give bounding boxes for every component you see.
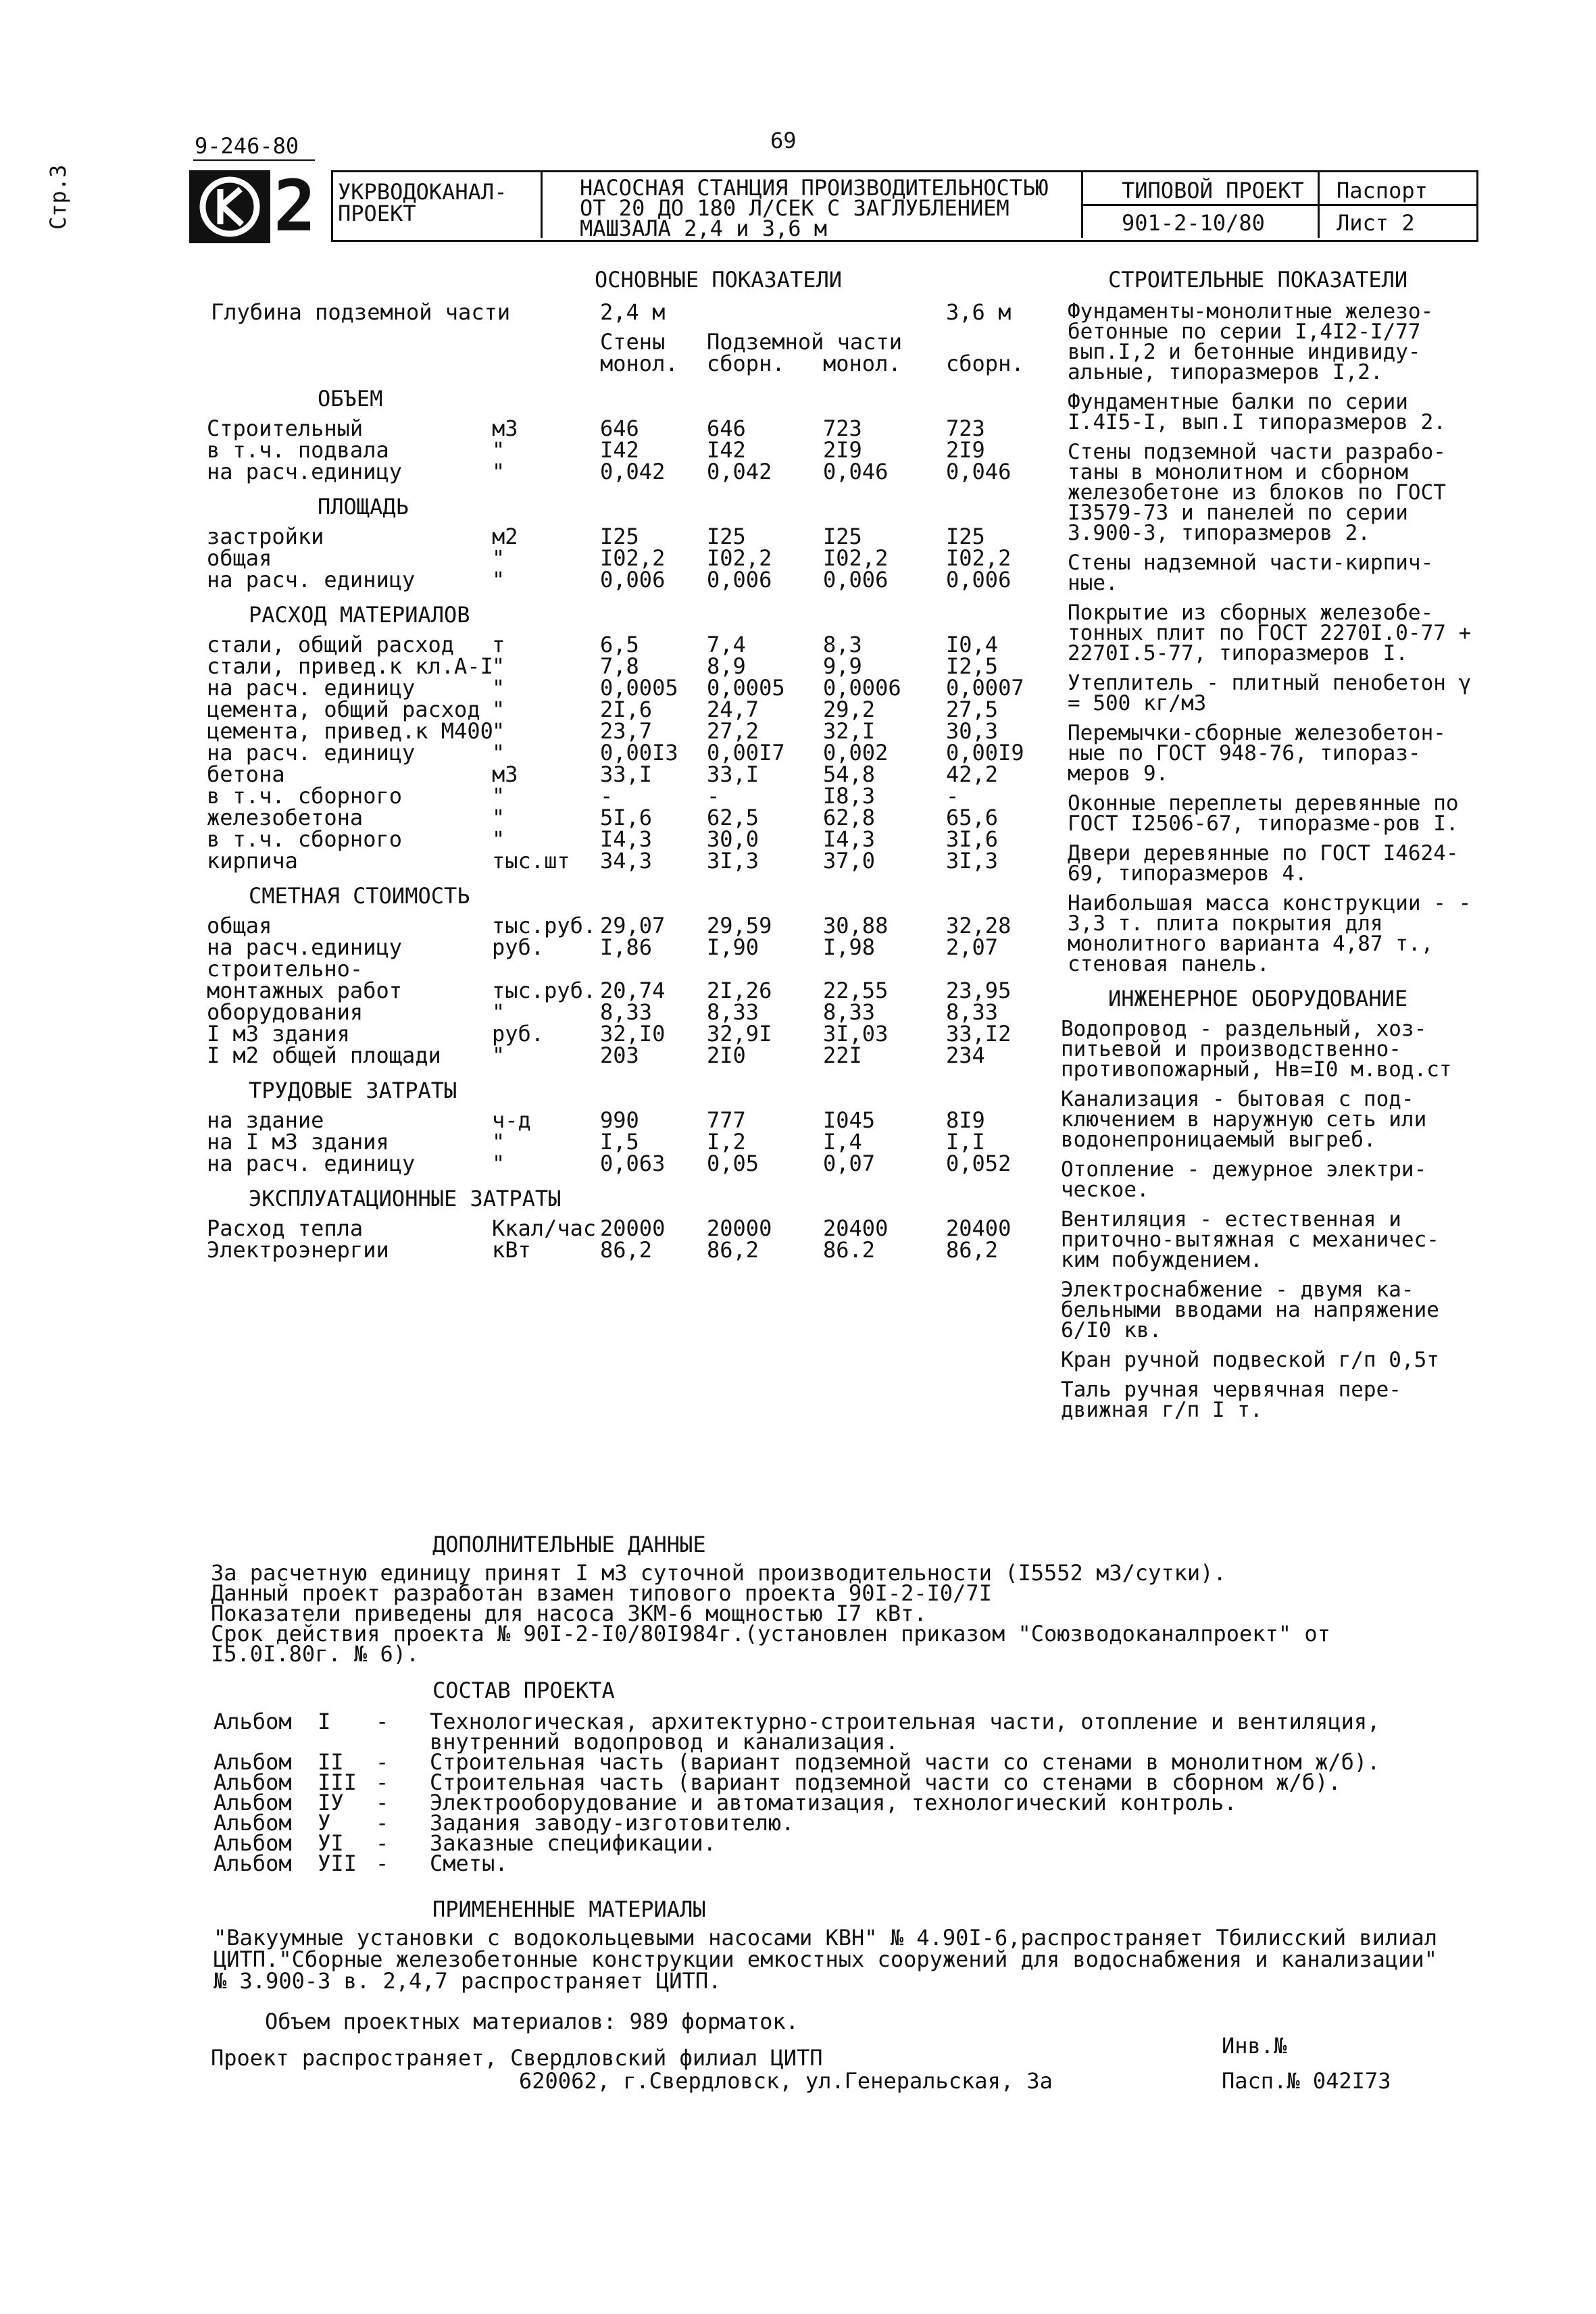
- construction-item: Стены надземной части-кирпич-ные.: [1068, 551, 1434, 595]
- side-page-label: Стр.3: [45, 164, 71, 230]
- row-label: на расч. единицу: [207, 675, 416, 701]
- row-value: I,98: [823, 934, 876, 960]
- construction-item: Двери деревянные по ГОСТ I4624-69, типоразмеров 4.: [1068, 841, 1459, 886]
- album-name: Альбом У: [214, 1810, 331, 1836]
- row-unit: ": [492, 437, 505, 463]
- depth-36: 3,6 м: [946, 299, 1012, 325]
- row-value: 29,59: [707, 913, 772, 938]
- row-value: I42: [600, 437, 639, 463]
- logo-mark: [189, 170, 270, 243]
- row-unit: ": [492, 567, 505, 593]
- row-label: в т.ч. сборного: [207, 783, 402, 809]
- composition-title: СОСТАВ ПРОЕКТА: [432, 1678, 615, 1703]
- row-value: I25: [600, 524, 639, 549]
- row-unit: т: [492, 632, 505, 657]
- project-title-3: МАШЗАЛА 2,4 и 3,6 м: [580, 216, 828, 241]
- row-unit: ": [492, 740, 505, 765]
- row-value: 0,042: [600, 459, 666, 484]
- construction-item: Фундаментные балки по серии I.4I5-I, вып.I типоразмеров 2.: [1068, 390, 1446, 434]
- row-value: 0,00I7: [707, 740, 785, 765]
- row-label: I м2 общей площади: [207, 1042, 441, 1068]
- row-label: бетона: [207, 761, 285, 787]
- row-value: 0,0006: [823, 675, 901, 701]
- album-dash: -: [376, 1769, 389, 1795]
- row-unit: тыс.шт: [492, 848, 570, 874]
- row-label: застройки: [207, 524, 324, 549]
- row-label: Электроэнергии: [207, 1237, 389, 1263]
- row-value: 86,2: [946, 1237, 999, 1263]
- row-value: 20,74: [600, 978, 666, 1003]
- row-value: 8,9: [707, 653, 746, 679]
- row-value: -: [946, 783, 959, 809]
- applied-line: № 3.900-3 в. 2,4,7 распространяет ЦИТП.: [214, 1968, 722, 1994]
- row-label: в т.ч. сборного: [207, 826, 402, 852]
- row-value: 27,2: [707, 718, 759, 744]
- construction-item: Наибольшая масса конструкции - - 3,3 т. плита покрытия для монолитного варианта 4,87 т., стеновая панель.: [1068, 891, 1484, 976]
- row-unit: ": [492, 783, 505, 809]
- depth-24: 2,4 м: [600, 299, 666, 325]
- row-value: I,90: [707, 934, 759, 960]
- row-label: Расход тепла: [207, 1215, 364, 1241]
- passport-label: Паспорт: [1337, 178, 1428, 203]
- row-value: I2,5: [946, 653, 999, 679]
- code-underline: [193, 159, 315, 161]
- row-value: I4,3: [823, 826, 876, 852]
- section-title-4: ТРУДОВЫЕ ЗАТРАТЫ: [249, 1078, 457, 1103]
- row-label: на расч. единицу: [207, 567, 416, 593]
- row-value: 0,006: [600, 567, 666, 593]
- row-value: I4,3: [600, 826, 653, 852]
- additional-line: Показатели приведены для насоса ЗКМ-6 мощностью I7 кВт.: [211, 1601, 927, 1626]
- row-label: на расч. единицу: [207, 1151, 416, 1176]
- row-label: общая: [207, 913, 272, 938]
- row-value: I,2: [707, 1129, 746, 1155]
- row-value: 2I0: [707, 1042, 746, 1068]
- row-value: I42: [707, 437, 746, 463]
- main-indicators-title: ОСНОВНЫЕ ПОКАЗАТЕЛИ: [595, 267, 843, 293]
- section-title-2: РАСХОД МАТЕРИАЛОВ: [249, 602, 470, 628]
- row-value: 646: [600, 416, 639, 441]
- row-value: 8,33: [707, 999, 759, 1025]
- row-value: 86,2: [707, 1237, 759, 1263]
- row-unit: руб.: [492, 1021, 545, 1047]
- row-value: 42,2: [946, 761, 999, 787]
- row-value: 723: [823, 416, 862, 441]
- section-title-5: ЭКСПЛУАТАЦИОННЫЕ ЗАТРАТЫ: [249, 1186, 562, 1211]
- type-project-label: ТИПОВОЙ ПРОЕКТ: [1122, 178, 1304, 203]
- col-head-3: монол.: [823, 351, 901, 376]
- org-name-1: УКРВОДОКАНАЛ-: [338, 179, 507, 205]
- row-value: I0,4: [946, 632, 999, 657]
- engineering-item: Канализация - бытовая с под-ключением в наружную сеть или водонепроницаемый выгреб.: [1061, 1087, 1439, 1152]
- section-title-1: ПЛОЩАДЬ: [318, 494, 409, 520]
- album-description: Сметы.: [430, 1851, 508, 1876]
- row-value: 32,28: [946, 913, 1012, 938]
- row-unit: ": [492, 459, 505, 484]
- engineering-item: Электроснабжение - двумя ка-бельными вводами на напряжение 6/I0 кв.: [1061, 1278, 1452, 1342]
- construction-item: Перемычки-сборные железобетон-ные по ГОСТ 948-76, типораз-меров 9.: [1068, 721, 1446, 786]
- construction-title: СТРОИТЕЛЬНЫЕ ПОКАЗАТЕЛИ: [1108, 267, 1408, 293]
- row-unit: ": [492, 1151, 505, 1176]
- row-value: 0,002: [823, 740, 889, 765]
- row-value: 646: [707, 416, 746, 441]
- row-unit: м2: [492, 524, 518, 549]
- row-value: 86.2: [823, 1237, 876, 1263]
- row-value: I,I: [946, 1129, 985, 1155]
- row-value: 20400: [823, 1215, 889, 1241]
- row-value: 0,05: [707, 1151, 759, 1176]
- row-unit: ": [492, 1042, 505, 1068]
- row-value: 203: [600, 1042, 639, 1068]
- row-value: 2I9: [823, 437, 862, 463]
- row-value: 30,88: [823, 913, 889, 938]
- construction-item: Оконные переплеты деревянные по ГОСТ I2506-67, типоразме-ров I.: [1068, 791, 1472, 836]
- row-label: в т.ч. подвала: [207, 437, 389, 463]
- row-value: -: [707, 783, 720, 809]
- depth-label: Глубина подземной части: [211, 299, 511, 325]
- row-value: 0,07: [823, 1151, 876, 1176]
- logo-icon: [189, 170, 270, 243]
- row-unit: ": [492, 805, 505, 830]
- album-name: Альбом УI: [214, 1830, 344, 1856]
- title-hline: [1081, 204, 1476, 206]
- row-unit: ": [492, 675, 505, 701]
- row-label: I м3 здания: [207, 1021, 350, 1047]
- row-unit: тыс.руб.: [492, 913, 597, 938]
- project-title-2: ОТ 20 ДО 180 Л/СЕК С ЗАГЛУБЛЕНИЕМ: [580, 195, 1009, 221]
- row-value: 3I,6: [946, 826, 999, 852]
- row-value: 32,I: [823, 718, 876, 744]
- row-value: 32,9I: [707, 1021, 772, 1047]
- row-value: 2I,6: [600, 697, 653, 722]
- row-label: цемента, общий расход: [207, 697, 480, 722]
- row-value: 0,006: [707, 567, 772, 593]
- row-label: цемента, привед.к М400: [207, 718, 493, 744]
- row-value: 0,0007: [946, 675, 1024, 701]
- row-unit: ": [492, 826, 505, 852]
- row-value: 2,07: [946, 934, 999, 960]
- row-value: 0,063: [600, 1151, 666, 1176]
- title-divider-1: [541, 170, 543, 238]
- row-value: 0,046: [946, 459, 1012, 484]
- row-value: -: [600, 783, 614, 809]
- inventory-label: Инв.№: [1222, 2033, 1287, 2059]
- row-value: 30,3: [946, 718, 999, 744]
- album-name: Альбом IУ: [214, 1790, 344, 1815]
- row-value: 23,7: [600, 718, 653, 744]
- row-value: 34,3: [600, 848, 653, 874]
- row-value: 234: [946, 1042, 985, 1068]
- row-label: кирпича: [207, 848, 298, 874]
- construction-item: Покрытие из сборных железобе-тонных плит по ГОСТ 2270I.0-77 + 2270I.5-77, типоразмеров I.: [1068, 601, 1484, 665]
- project-number: 901-2-10/80: [1122, 210, 1265, 236]
- row-value: 2I,26: [707, 978, 772, 1003]
- row-value: I02,2: [823, 545, 889, 571]
- row-label: на расч. единицу: [207, 740, 416, 765]
- construction-item: Утеплитель - плитный пенобетон γ = 500 кг/м3: [1068, 671, 1484, 715]
- row-value: 3I,3: [707, 848, 759, 874]
- row-value: 0,00I3: [600, 740, 678, 765]
- row-label: стали, общий расход: [207, 632, 455, 657]
- row-unit: м3: [492, 761, 518, 787]
- row-value: 54,8: [823, 761, 876, 787]
- row-value: 9,9: [823, 653, 862, 679]
- org-name-2: ПРОЕКТ: [338, 201, 416, 226]
- applied-line: ЦИТП."Сборные железобетонные конструкции емкостных сооружений для водоснабжения и канализации": [214, 1946, 1437, 1972]
- row-value: 29,2: [823, 697, 876, 722]
- row-value: 62,8: [823, 805, 876, 830]
- row-value: 24,7: [707, 697, 759, 722]
- row-value: I25: [946, 524, 985, 549]
- row-value: I25: [707, 524, 746, 549]
- row-value: I,4: [823, 1129, 862, 1155]
- row-unit: ": [492, 653, 505, 679]
- engineering-item: Таль ручная червячная пере-движная г/п I т.: [1061, 1378, 1401, 1422]
- row-value: I25: [823, 524, 862, 549]
- row-unit: ": [492, 545, 505, 571]
- row-value: 8,33: [600, 999, 653, 1025]
- applied-title: ПРИМЕНЕННЫЕ МАТЕРИАЛЫ: [432, 1896, 706, 1922]
- col-head-4: сборн.: [946, 351, 1024, 376]
- row-value: 8,33: [823, 999, 876, 1025]
- row-value: 23,95: [946, 978, 1012, 1003]
- album-description: Электрооборудование и автоматизация, технологический контроль.: [430, 1790, 1237, 1815]
- walls-label: Стены: [600, 329, 666, 355]
- row-label: строительно-: [207, 956, 364, 982]
- row-value: 0,052: [946, 1151, 1012, 1176]
- row-value: 33,I: [600, 761, 653, 787]
- row-value: 0,00I9: [946, 740, 1024, 765]
- row-value: 0,0005: [707, 675, 785, 701]
- row-value: 86,2: [600, 1237, 653, 1263]
- album-description: Строительная часть (вариант подземной части со стенами в монолитном ж/б).: [430, 1749, 1380, 1775]
- document-code: 9-246-80: [195, 133, 299, 159]
- engineering-item: Водопровод - раздельный, хоз-питьевой и производственно-противопожарный, Нв=I0 м.вод.ст: [1061, 1017, 1452, 1082]
- row-value: 2I9: [946, 437, 985, 463]
- row-value: 8,3: [823, 632, 862, 657]
- row-value: 7,4: [707, 632, 746, 657]
- album-dash: -: [376, 1709, 389, 1734]
- row-value: 8I9: [946, 1107, 985, 1133]
- additional-line: I5.0I.80г. № 6).: [211, 1641, 420, 1667]
- row-value: I02,2: [946, 545, 1012, 571]
- row-unit: тыс.руб.: [492, 978, 597, 1003]
- row-label: монтажных работ: [207, 978, 402, 1003]
- row-unit: ": [492, 1129, 505, 1155]
- additional-title: ДОПОЛНИТЕЛЬНЫЕ ДАННЫЕ: [432, 1532, 706, 1557]
- album-description: Заказные спецификации.: [430, 1830, 716, 1856]
- row-value: 8,33: [946, 999, 999, 1025]
- section-title-0: ОБЪЕМ: [318, 386, 383, 411]
- album-name: Альбом III: [214, 1769, 357, 1795]
- row-label: Строительный: [207, 416, 364, 441]
- row-value: 29,07: [600, 913, 666, 938]
- engineering-item: Вентиляция - естественная и приточно-вытяжная с механичес-ким побуждением.: [1061, 1207, 1439, 1272]
- additional-line: Данный проект разработан взамен типового проекта 90I-2-I0/7I: [211, 1580, 992, 1606]
- row-value: I8,3: [823, 783, 876, 809]
- additional-line: За расчетную единицу принят I м3 суточной производительности (I5552 м3/сутки).: [211, 1560, 1226, 1586]
- album-dash: -: [376, 1851, 389, 1876]
- row-label: железобетона: [207, 805, 364, 830]
- row-value: 5I,6: [600, 805, 653, 830]
- row-value: 62,5: [707, 805, 759, 830]
- row-value: 0,006: [946, 567, 1012, 593]
- row-value: I02,2: [707, 545, 772, 571]
- row-value: 0,042: [707, 459, 772, 484]
- section-title-3: СМЕТНАЯ СТОИМОСТЬ: [249, 883, 470, 909]
- row-value: 6,5: [600, 632, 639, 657]
- row-unit: м3: [492, 416, 518, 441]
- row-value: 777: [707, 1107, 746, 1133]
- album-description: Строительная часть (вариант подземной части со стенами в сборном ж/б).: [430, 1769, 1341, 1795]
- row-unit: ч-д: [492, 1107, 531, 1133]
- row-value: 32,I0: [600, 1021, 666, 1047]
- album-name: Альбом I: [214, 1709, 331, 1734]
- row-unit: ": [492, 718, 505, 744]
- row-value: 20000: [600, 1215, 666, 1241]
- row-value: I,86: [600, 934, 653, 960]
- album-dash: -: [376, 1790, 389, 1815]
- row-value: 37,0: [823, 848, 876, 874]
- row-unit: ": [492, 697, 505, 722]
- row-value: I,5: [600, 1129, 639, 1155]
- album-dash: -: [376, 1749, 389, 1775]
- row-value: 20000: [707, 1215, 772, 1241]
- volume-text: Объем проектных материалов: 989 форматок.: [265, 2009, 799, 2034]
- album-dash: -: [376, 1810, 389, 1836]
- logo-number: 2: [274, 165, 316, 247]
- row-label: оборудования: [207, 999, 364, 1025]
- row-label: на I м3 здания: [207, 1129, 389, 1155]
- row-unit: кВт: [492, 1237, 531, 1263]
- row-value: 3I,03: [823, 1021, 889, 1047]
- row-value: 27,5: [946, 697, 999, 722]
- row-unit: руб.: [492, 934, 545, 960]
- row-value: 22,55: [823, 978, 889, 1003]
- row-label: на расч.единицу: [207, 459, 402, 484]
- construction-item: Стены подземной части разрабо-таны в монолитном и сборном железобетоне из блоков по ГОСТ I3579-73 и панелей по серии 3.900-3, типоразмеров 2.: [1068, 440, 1459, 545]
- row-label: на расч.единицу: [207, 934, 402, 960]
- row-value: 0,006: [823, 567, 889, 593]
- row-label: стали, привед.к кл.А-I: [207, 653, 493, 679]
- construction-item: Фундаменты-монолитные железо-бетонные по серии I,4I2-I/77 вып.I,2 и бетонные индивиду-альные, типоразмеров I,2.: [1068, 299, 1434, 384]
- row-value: 0,046: [823, 459, 889, 484]
- sheet-label: Лист 2: [1337, 210, 1415, 236]
- row-value: 33,I2: [946, 1021, 1012, 1047]
- row-value: 20400: [946, 1215, 1012, 1241]
- album-description: Задания заводу-изготовителю.: [430, 1810, 795, 1836]
- row-value: 22I: [823, 1042, 862, 1068]
- engineering-item: Кран ручной подвеской г/п 0,5т: [1061, 1348, 1439, 1372]
- row-value: 33,I: [707, 761, 759, 787]
- album-description: внутренний водопровод и канализация.: [430, 1729, 899, 1755]
- address-text: 620062, г.Свердловск, ул.Генеральская, 3а: [519, 2068, 1053, 2094]
- col-head-2: сборн.: [707, 351, 785, 376]
- row-value: 30,0: [707, 826, 759, 852]
- row-value: 3I,3: [946, 848, 999, 874]
- row-value: 7,8: [600, 653, 639, 679]
- album-description: Технологическая, архитектурно-строительная части, отопление и вентиляция,: [430, 1709, 1380, 1734]
- page-number: 69: [770, 128, 797, 153]
- row-value: 723: [946, 416, 985, 441]
- row-unit: Ккал/час: [492, 1215, 597, 1241]
- row-label: общая: [207, 545, 272, 571]
- underground-label: Подземной части: [707, 329, 902, 355]
- row-label: на здание: [207, 1107, 324, 1133]
- distributor-text: Проект распространяет, Свердловский филиал ЦИТП: [211, 2045, 823, 2071]
- applied-line: "Вакуумные установки с водокольцевыми насосами КВН" № 4.90I-6,распространяет Тбилисский вилиал: [214, 1925, 1437, 1951]
- engineering-item: Отопление - дежурное электри-ческое.: [1061, 1157, 1427, 1202]
- additional-line: Срок действия проекта № 90I-2-I0/80I984г.(установлен приказом "Союзводоканалпроект" от: [211, 1621, 1330, 1646]
- row-value: I045: [823, 1107, 876, 1133]
- passport-number: Пасп.№ 042I73: [1222, 2068, 1391, 2094]
- row-value: I02,2: [600, 545, 666, 571]
- album-dash: -: [376, 1830, 389, 1856]
- row-value: 0,0005: [600, 675, 678, 701]
- col-head-1: монол.: [600, 351, 678, 376]
- row-value: 65,6: [946, 805, 999, 830]
- row-unit: ": [492, 999, 505, 1025]
- project-title-1: НАСОСНАЯ СТАНЦИЯ ПРОИЗВОДИТЕЛЬНОСТЬЮ: [580, 175, 1049, 201]
- album-name: Альбом УII: [214, 1851, 357, 1876]
- engineering-title: ИНЖЕНЕРНОЕ ОБОРУДОВАНИЕ: [1108, 986, 1408, 1011]
- row-value: 990: [600, 1107, 639, 1133]
- album-name: Альбом II: [214, 1749, 344, 1775]
